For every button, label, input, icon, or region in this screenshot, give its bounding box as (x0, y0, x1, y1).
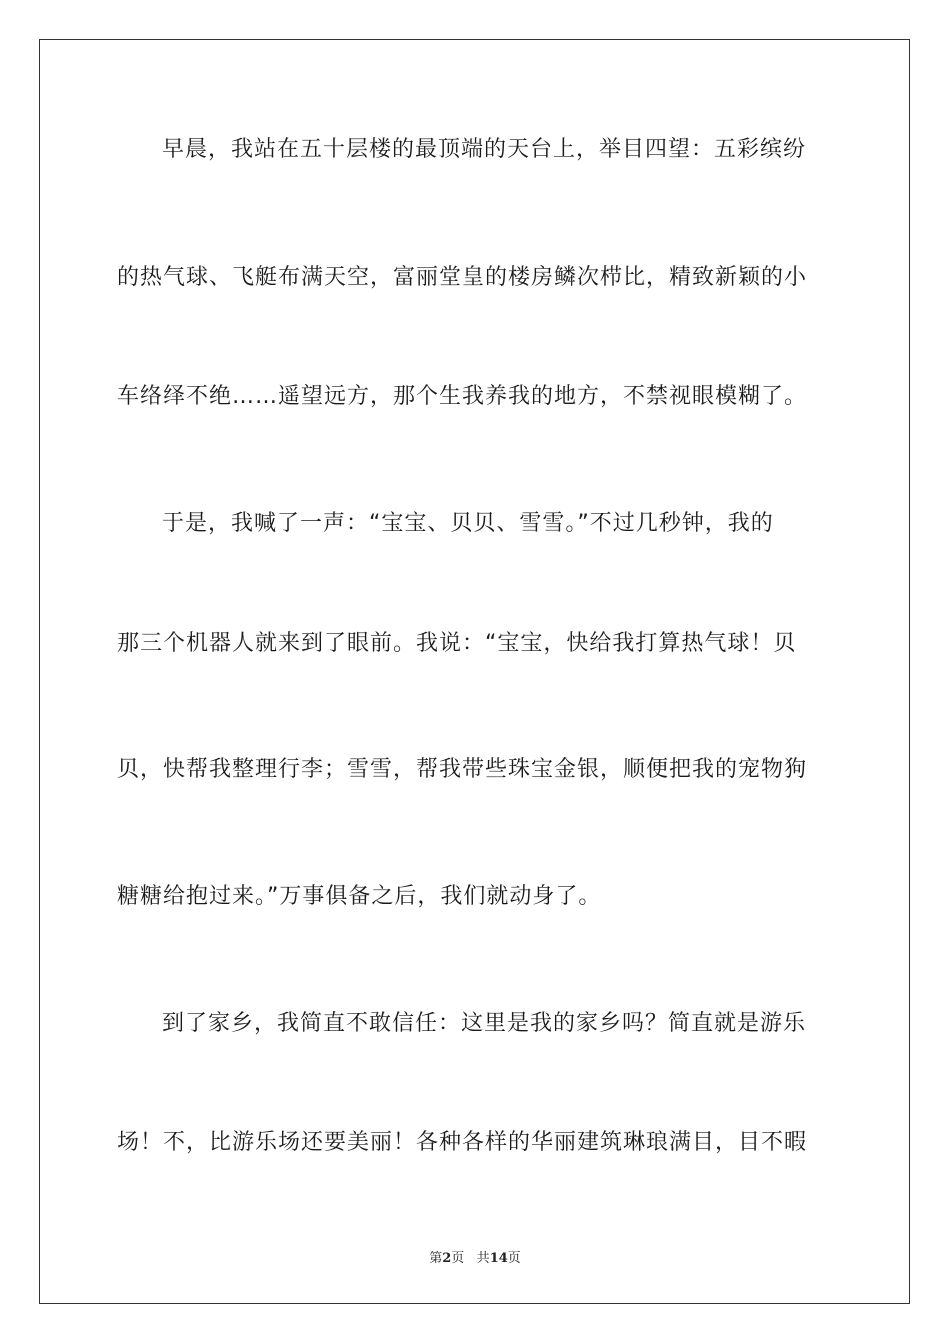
total-suffix: 页 (507, 1251, 521, 1266)
paragraph-1-line-2: 的热气球、飞艇布满天空，富丽堂皇的楼房鳞次栉比，精致新颖的小 (117, 265, 808, 290)
total-pages: 14 (489, 1251, 508, 1266)
page-prefix: 第 (429, 1251, 443, 1266)
paragraph-2-line-4: 糖糖给抱过来。”万事俱备之后，我们就动身了。 (117, 884, 602, 909)
paragraph-3-line-2: 场！不，比游乐场还要美丽！各种各样的华丽建筑琳琅满目，目不暇 (117, 1130, 808, 1155)
paragraph-1-line-3: 车络绎不绝……遥望远方，那个生我养我的地方，不禁视眼模糊了。 (117, 384, 808, 409)
total-prefix: 共 (476, 1251, 490, 1266)
page-suffix: 页 (451, 1251, 465, 1266)
paragraph-2-line-2: 那三个机器人就来到了眼前。我说：“宝宝，快给我打算热气球！贝 (117, 631, 797, 656)
page-number: 2 (442, 1251, 452, 1266)
page-footer (0, 1247, 950, 1266)
paragraph-3-line-1: 到了家乡，我简直不敢信任：这里是我的家乡吗？简直就是游乐 (162, 1011, 807, 1036)
paragraph-2-line-1: 于是，我喊了一声：“宝宝、贝贝、雪雪。”不过几秒钟，我的 (162, 511, 774, 536)
paragraph-1-line-1: 早晨，我站在五十层楼的最顶端的天台上，举目四望：五彩缤纷 (162, 137, 807, 162)
paragraph-2-line-3: 贝，快帮我整理行李；雪雪，帮我带些珠宝金银，顺便把我的宠物狗 (117, 757, 808, 782)
page-border (39, 39, 910, 1304)
